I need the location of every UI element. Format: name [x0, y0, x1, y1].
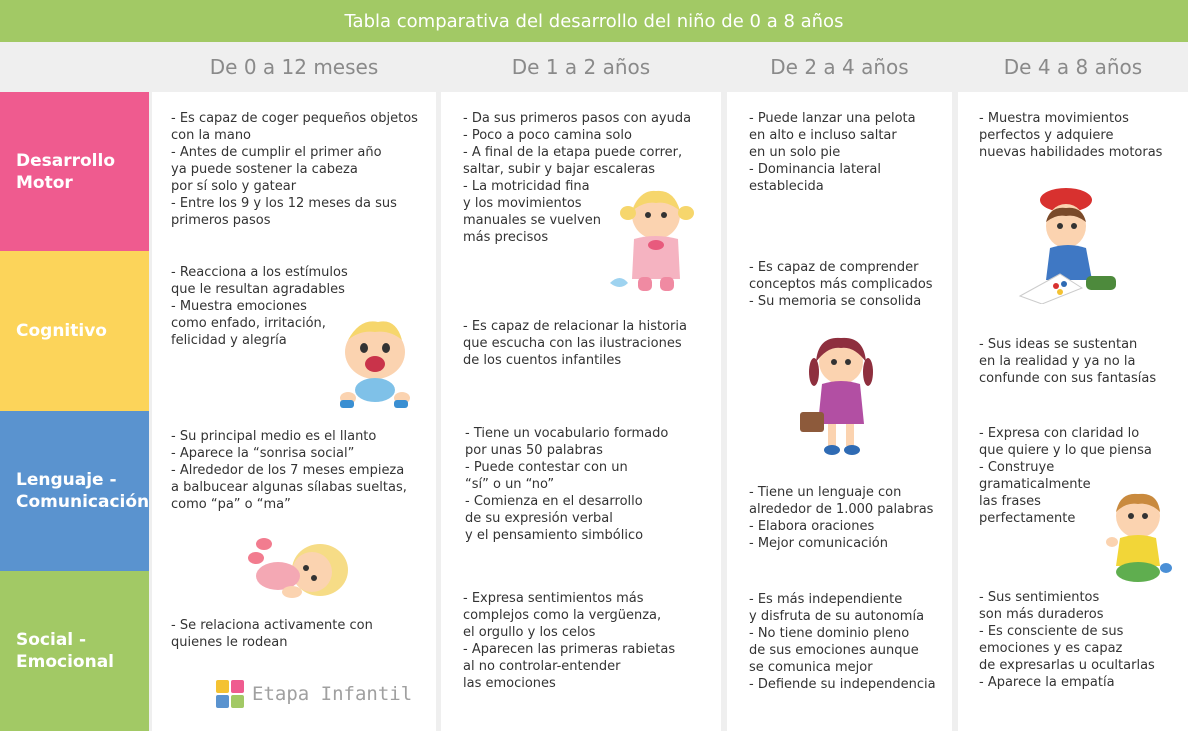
column-header-0-12-months: De 0 a 12 meses [209, 55, 379, 79]
column-header-1-2-years: De 1 a 2 años [511, 55, 651, 79]
boy-painting-illustration [1016, 184, 1126, 304]
column-header-2-4-years: De 2 a 4 años [770, 55, 909, 79]
logo-text: Etapa Infantil [252, 683, 413, 705]
row-label-social: Social - Emocional [0, 571, 149, 731]
page-title: Tabla comparativa del desarrollo del niño de 0 a 8 años [0, 0, 1188, 42]
girl-with-briefcase-illustration [796, 332, 886, 462]
row-label-motor: Desarrollo Motor [0, 92, 149, 251]
cell-0-12-motor: - Es capaz de coger pequeños objetos con la mano - Antes de cumplir el primer año ya puede sostener la cabeza por sí solo y gatear - Entre los 9 y los 12 meses da sus primeros pasos [171, 111, 418, 228]
row-label-cognitivo: Cognitivo [0, 251, 149, 411]
cell-4-8-cognitivo: - Sus ideas se sustentan en la realidad y ya no la confunde con sus fantasías [979, 337, 1157, 386]
cell-2-4-motor: - Puede lanzar una pelota en alto e incluso saltar en un solo pie - Dominancia lateral establecida [749, 111, 916, 194]
cell-0-12-lenguaje: - Su principal medio es el llanto - Aparece la “sonrisa social” - Alrededor de los 7 meses empieza a balbucear algunas sílabas sueltas, como “pa” o “ma” [171, 429, 407, 512]
cell-4-8-lenguaje: - Expresa con claridad lo que quiere y lo que piensa - Construye gramaticalmente las frases perfectamente [979, 426, 1152, 526]
boy-sitting-illustration [1104, 488, 1174, 588]
cell-1-2-social: - Expresa sentimientos más complejos como la vergüenza, el orgullo y los celos - Aparecen las primeras rabietas al no controlar-entender las emociones [463, 591, 676, 691]
cell-1-2-lenguaje: - Tiene un vocabulario formado por unas 50 palabras - Puede contestar con un “sí” o un “no” - Comienza en el desarrollo de su expresión verbal y el pensamiento simbólico [465, 426, 669, 543]
cell-1-2-motor: - Da sus primeros pasos con ayuda - Poco a poco camina solo - A final de la etapa puede correr, saltar, subir y bajar escaleras - La motricidad fina y los movimientos manuales se vuelven más precisos [463, 111, 692, 245]
cell-4-8-social: - Sus sentimientos son más duraderos - Es consciente de sus emociones y es capaz de expresarlas u ocultarlas - Aparece la empatía [979, 590, 1155, 690]
cell-0-12-cognitivo: - Reacciona a los estímulos que le resultan agradables - Muestra emociones como enfado, irritación, felicidad y alegría [171, 265, 348, 348]
cell-2-4-social: - Es más independiente y disfruta de su autonomía - No tiene dominio pleno de sus emociones aunque se comunica mejor - Defiende su independencia [749, 592, 936, 692]
row-label-lenguaje: Lenguaje - Comunicación [0, 411, 149, 571]
cell-0-12-social: - Se relaciona activamente con quienes le rodean [171, 618, 373, 650]
toddler-girl-illustration [606, 183, 702, 295]
cell-4-8-motor: - Muestra movimientos perfectos y adquiere nuevas habilidades motoras [979, 111, 1163, 160]
cell-2-4-lenguaje: - Tiene un lenguaje con alrededor de 1.000 palabras - Elabora oraciones - Mejor comunicación [749, 485, 934, 551]
column-header-4-8-years: De 4 a 8 años [1003, 55, 1143, 79]
etapa-infantil-logo [216, 680, 412, 708]
cell-1-2-cognitivo: - Es capaz de relacionar la historia que escucha con las ilustraciones de los cuentos infantiles [463, 319, 687, 368]
cell-2-4-cognitivo: - Es capaz de comprender conceptos más complicados - Su memoria se consolida [749, 260, 933, 309]
puzzle-logo-icon [216, 680, 244, 708]
baby-sitting-illustration [330, 314, 420, 410]
baby-lying-illustration [242, 530, 352, 604]
